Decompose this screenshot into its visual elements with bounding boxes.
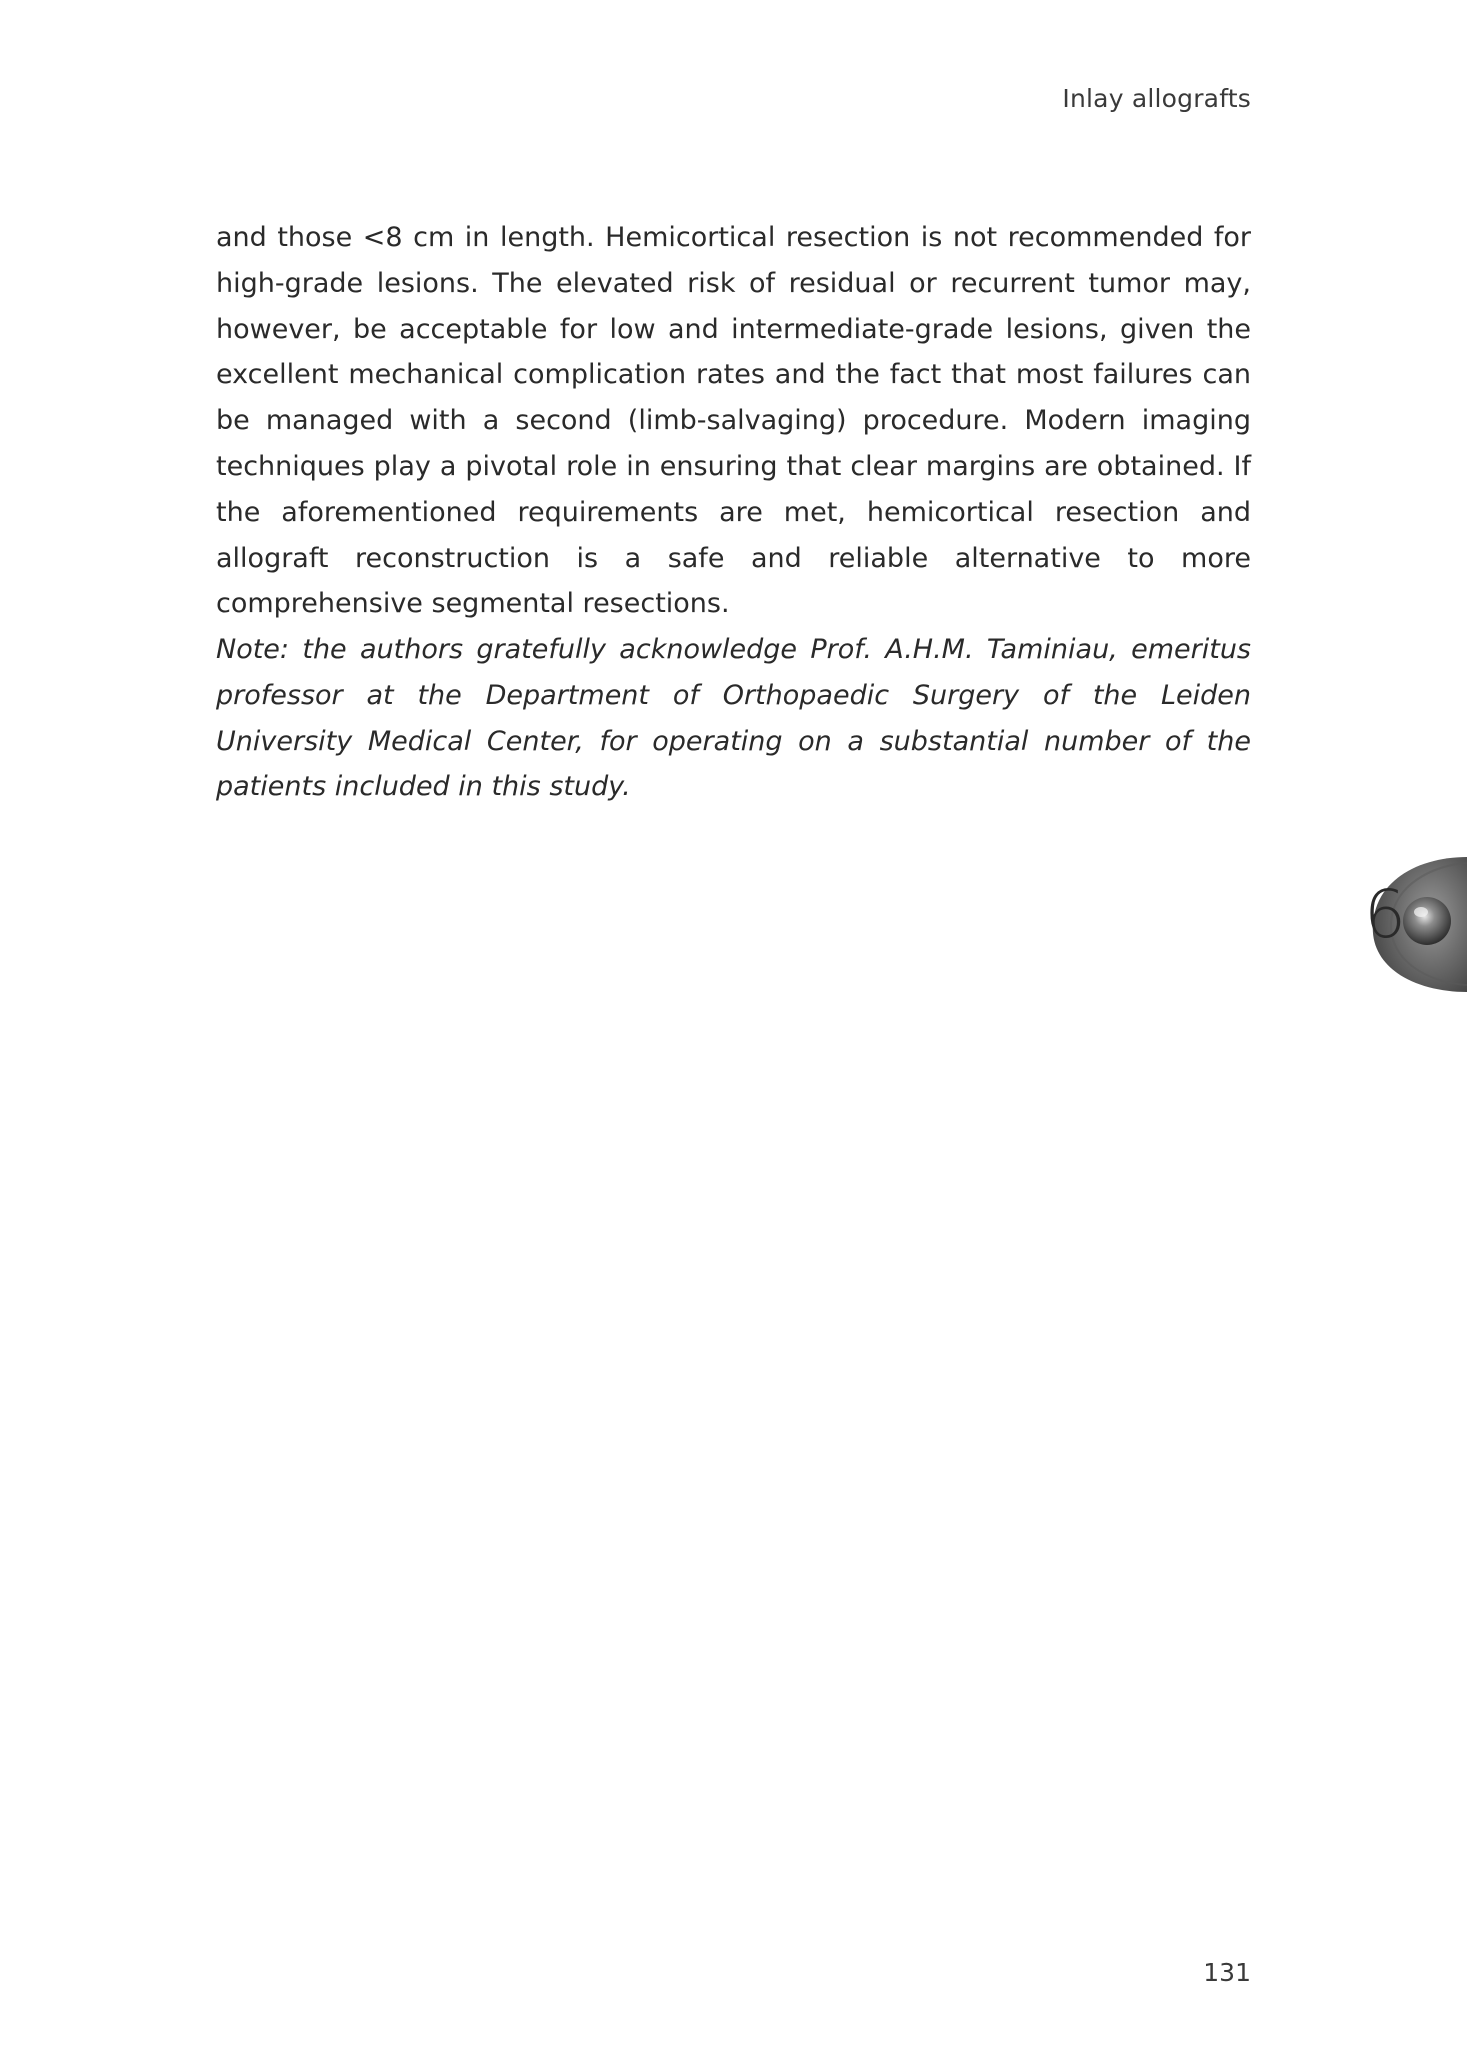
running-header: Inlay allografts [1062, 84, 1251, 113]
body-paragraph: and those <8 cm in length. Hemicortical resection is not recommended for high-grade lesions. The elevated risk of residual or recurrent tumor may, however, be acceptable for low and intermediate-grade lesions, given the excellent mechanical complication rates and the fact that most failures can be managed with a second (limb-salvaging) procedure. Modern imaging techniques play a pivotal role in ensuring that clear margins are obtained. If the aforementioned requirements are met, hemicortical resection and allograft reconstruction is a safe and reliable alternative to more comprehensive segmental resections. [216, 222, 1251, 620]
page-number: 131 [1203, 1958, 1251, 1987]
body-text [216, 215, 1251, 627]
note-paragraph: Note: the authors gratefully acknowledge Prof. A.H.M. Taminiau, emeritus professor at the Department of Orthopaedic Surgery of the Leiden University Medical Center, for operating on a substantial number of the patients included in this study. [216, 634, 1251, 803]
chapter-number: 6 [1364, 876, 1406, 953]
acknowledgement-note [216, 627, 1251, 810]
